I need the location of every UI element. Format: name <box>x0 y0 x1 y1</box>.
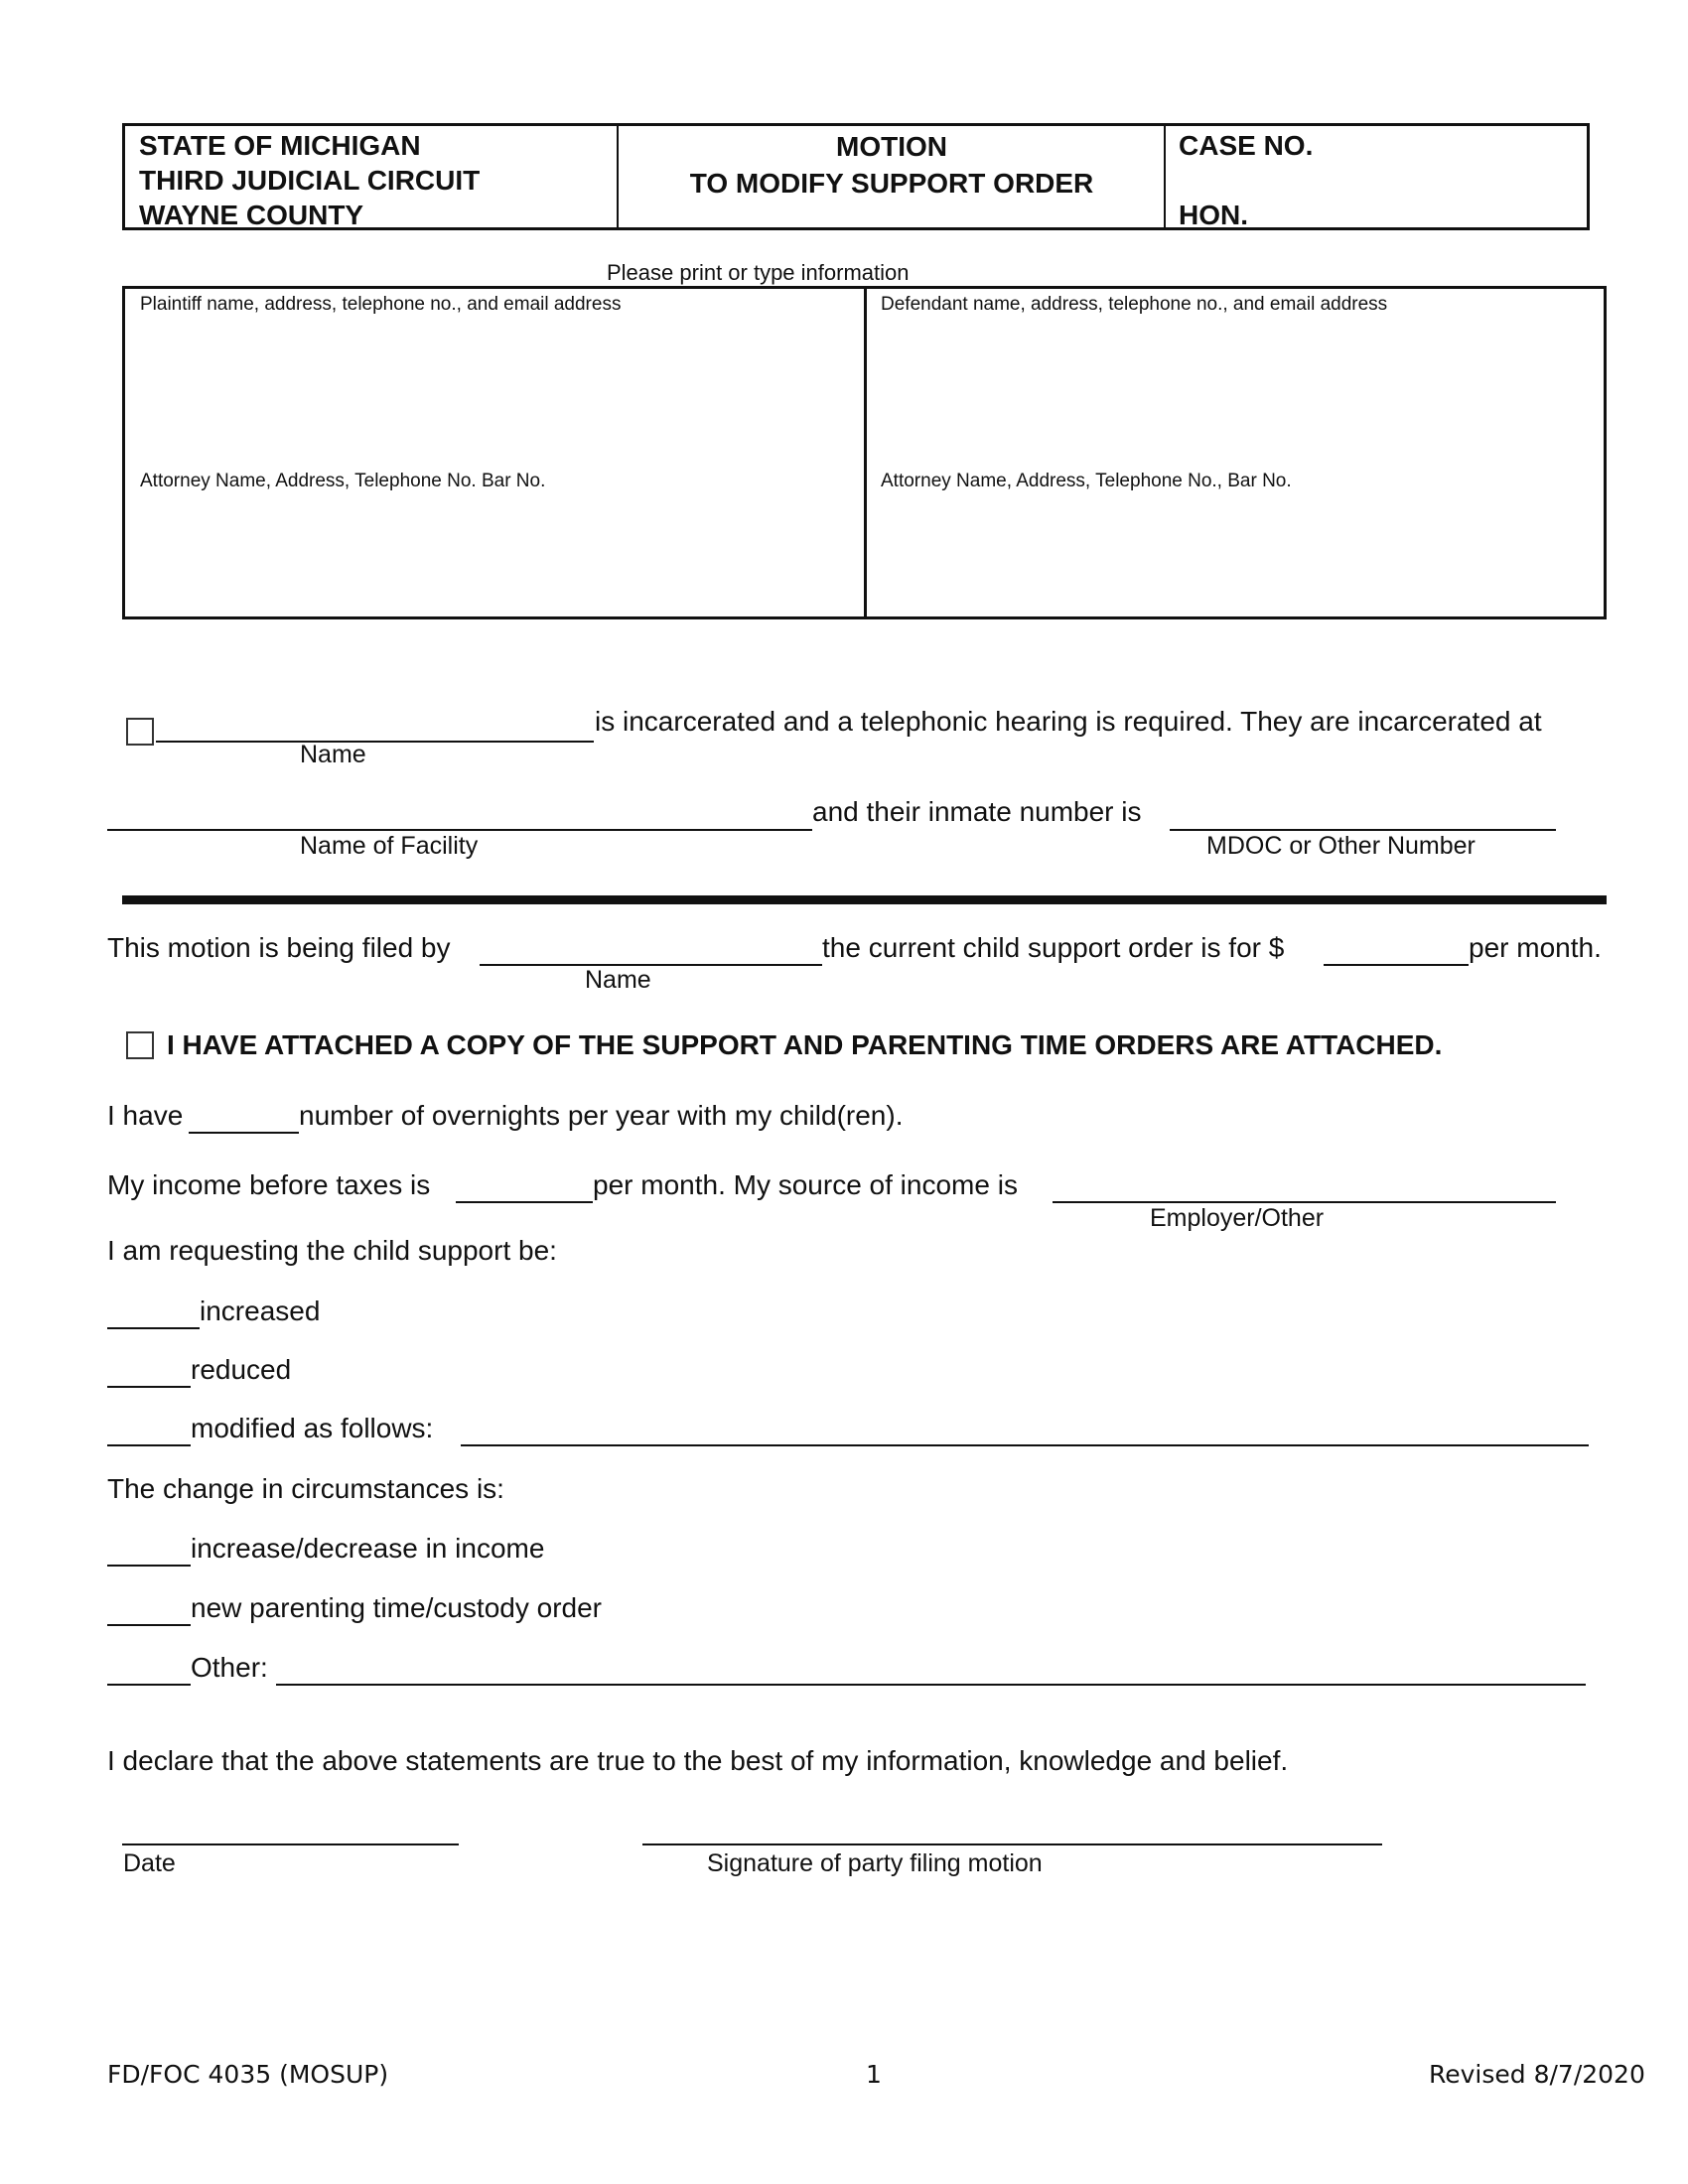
option-income-change: increase/decrease in income <box>191 1533 545 1564</box>
incarcerated-name-line[interactable] <box>156 741 594 743</box>
employer-caption: Employer/Other <box>1150 1204 1325 1232</box>
other-details-line[interactable] <box>276 1684 1586 1686</box>
date-caption: Date <box>123 1849 176 1877</box>
income-change-line[interactable] <box>107 1565 191 1567</box>
incarcerated-statement: is incarcerated and a telephonic hearing is required. They are incarcerated at <box>595 706 1542 737</box>
party-divider <box>864 289 867 616</box>
modified-details-line[interactable] <box>461 1444 1589 1446</box>
option-modified: modified as follows: <box>191 1413 434 1443</box>
change-heading: The change in circumstances is: <box>107 1473 504 1504</box>
current-order-amount-line[interactable] <box>1324 964 1469 966</box>
option-other: Other: <box>191 1652 268 1683</box>
reduced-line[interactable] <box>107 1386 191 1388</box>
plaintiff-attorney-label: Attorney Name, Address, Telephone No. Bar No. <box>140 471 546 491</box>
filed-by-text: This motion is being filed by <box>107 932 451 963</box>
signature-caption: Signature of party filing motion <box>707 1849 1043 1877</box>
income-prefix: My income before taxes is <box>107 1169 431 1200</box>
inmate-number-text: and their inmate number is <box>812 796 1142 827</box>
per-month-text: per month. <box>1469 932 1602 963</box>
name-caption: Name <box>300 741 366 768</box>
court-circuit: THIRD JUDICIAL CIRCUIT <box>139 165 481 196</box>
mdoc-number-caption: MDOC or Other Number <box>1206 832 1476 860</box>
option-increased: increased <box>200 1296 321 1326</box>
orders-attached-statement: I HAVE ATTACHED A COPY OF THE SUPPORT AND PARENTING TIME ORDERS ARE ATTACHED. <box>167 1029 1443 1060</box>
overnights-prefix: I have <box>107 1100 184 1131</box>
facility-caption: Name of Facility <box>300 832 479 860</box>
hon-label: HON. <box>1179 200 1248 230</box>
defendant-label: Defendant name, address, telephone no., and email address <box>881 294 1388 315</box>
date-line[interactable] <box>122 1843 459 1845</box>
request-heading: I am requesting the child support be: <box>107 1235 557 1266</box>
signature-line[interactable] <box>642 1843 1382 1845</box>
court-state: STATE OF MICHIGAN <box>139 130 421 161</box>
overnights-line[interactable] <box>189 1132 299 1134</box>
declaration-statement: I declare that the above statements are true to the best of my information, knowledge and belief. <box>107 1745 1289 1776</box>
overnights-suffix: number of overnights per year with my child(ren). <box>299 1100 904 1131</box>
income-amount-line[interactable] <box>456 1201 593 1203</box>
case-no-label: CASE NO. <box>1179 130 1314 161</box>
custody-order-line[interactable] <box>107 1624 191 1626</box>
other-line[interactable] <box>107 1684 191 1686</box>
modified-line[interactable] <box>107 1444 191 1446</box>
defendant-attorney-label: Attorney Name, Address, Telephone No., Bar No. <box>881 471 1292 491</box>
section-divider <box>122 895 1607 904</box>
form-id: FD/FOC 4035 (MOSUP) <box>107 2060 389 2089</box>
caption-header-box <box>122 123 1590 230</box>
incarcerated-checkbox[interactable] <box>126 718 154 746</box>
current-order-text: the current child support order is for $ <box>822 932 1285 963</box>
revised-date: Revised 8/7/2020 <box>1429 2060 1645 2089</box>
option-reduced: reduced <box>191 1354 292 1385</box>
income-source-text: per month. My source of income is <box>593 1169 1018 1200</box>
page-number: 1 <box>866 2060 882 2089</box>
filer-name-caption: Name <box>585 966 651 994</box>
court-county: WAYNE COUNTY <box>139 200 364 230</box>
party-info-box <box>122 286 1607 619</box>
form-subtitle: TO MODIFY SUPPORT ORDER <box>689 168 1094 199</box>
option-custody-order: new parenting time/custody order <box>191 1592 602 1623</box>
form-title: MOTION <box>836 131 947 162</box>
orders-attached-checkbox[interactable] <box>126 1031 154 1059</box>
print-instructions: Please print or type information <box>607 260 910 285</box>
header-divider <box>1164 126 1166 227</box>
header-divider <box>617 126 619 227</box>
increased-line[interactable] <box>107 1327 200 1329</box>
plaintiff-label: Plaintiff name, address, telephone no., and email address <box>140 294 622 315</box>
